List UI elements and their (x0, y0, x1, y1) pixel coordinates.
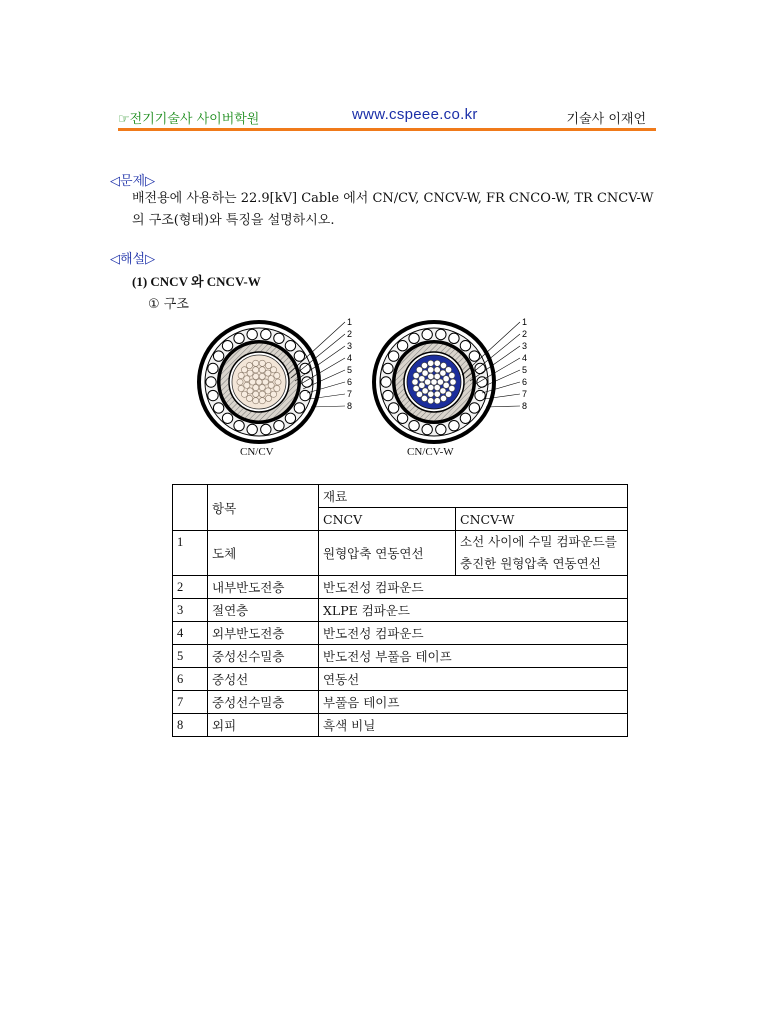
row-item: 도체 (208, 531, 319, 576)
row-item: 중성선수밀층 (208, 691, 319, 714)
row-cncv-value: 원형압축 연동연선 (319, 531, 456, 576)
row-value: 반도전성 컴파운드 (319, 576, 628, 599)
solution-subtitle: (1) CNCV 와 CNCV-W (132, 274, 261, 289)
table-row (173, 622, 628, 645)
row-item: 절연층 (208, 599, 319, 622)
cncv-cross-section (195, 315, 365, 445)
row-number: 6 (173, 668, 208, 691)
author-name: 기술사 이재언 (566, 112, 646, 127)
header-item: 항목 (208, 485, 319, 531)
table-row (173, 714, 628, 737)
table-row (173, 576, 628, 599)
header-material: 재료 (319, 485, 628, 508)
row-number: 3 (173, 599, 208, 622)
layer-label-6: 6 (347, 377, 353, 387)
row-number: 2 (173, 576, 208, 599)
table-row (173, 645, 628, 668)
table-row (173, 531, 628, 576)
cncvw-cross-section (370, 315, 540, 445)
problem-heading: ◁문제▷ (110, 174, 156, 189)
layer-label-5: 5 (522, 365, 528, 375)
row-value: XLPE 컴파운드 (319, 599, 628, 622)
academy-name: ☞전기기술사 사이버학원 (118, 112, 260, 127)
row-value: 반도전성 부풀음 테이프 (319, 645, 628, 668)
page-header (118, 104, 656, 128)
row-item: 외피 (208, 714, 319, 737)
row-item: 중성선 (208, 668, 319, 691)
table-row (173, 599, 628, 622)
layer-label-8: 8 (347, 401, 353, 411)
problem-line-1: 배전용에 사용하는 22.9[kV] Cable 에서 CN/CV, CNCV-W, FR CNCO-W, TR CNCV-W (132, 191, 654, 206)
table-row (173, 691, 628, 714)
cncv-caption: CN/CV (240, 446, 274, 458)
row-number: 5 (173, 645, 208, 668)
layer-label-3: 3 (347, 341, 353, 351)
row-value: 부풀음 테이프 (319, 691, 628, 714)
header-cncvw: CNCV-W (456, 508, 628, 531)
header-divider (118, 128, 656, 131)
row-number: 4 (173, 622, 208, 645)
row-value: 반도전성 컴파운드 (319, 622, 628, 645)
layer-label-4: 4 (522, 353, 528, 363)
row-value: 흑색 비닐 (319, 714, 628, 737)
layer-label-4: 4 (347, 353, 353, 363)
row-number: 8 (173, 714, 208, 737)
cncvw-caption: CN/CV-W (407, 446, 454, 458)
table-corner (173, 485, 208, 531)
row-number: 7 (173, 691, 208, 714)
layer-label-7: 7 (347, 389, 353, 399)
layer-label-3: 3 (522, 341, 528, 351)
row-item: 내부반도전층 (208, 576, 319, 599)
header-cncv: CNCV (319, 508, 456, 531)
problem-line-2: 의 구조(형태)와 특징을 설명하시오. (132, 213, 335, 228)
layer-label-7: 7 (522, 389, 528, 399)
cable-structure-table (172, 484, 628, 737)
solution-heading: ◁해설▷ (110, 252, 156, 267)
layer-label-5: 5 (347, 365, 353, 375)
site-url[interactable]: www.cspeee.co.kr (352, 106, 478, 123)
row-item: 중성선수밀층 (208, 645, 319, 668)
row-value: 연동선 (319, 668, 628, 691)
layer-label-8: 8 (522, 401, 528, 411)
row-cncvw-value: 소선 사이에 수밀 컴파운드를 충진한 원형압축 연동연선 (456, 531, 628, 576)
layer-label-2: 2 (522, 329, 528, 339)
layer-label-1: 1 (347, 317, 353, 327)
layer-label-6: 6 (522, 377, 528, 387)
row-number: 1 (173, 531, 208, 576)
row-item: 외부반도전층 (208, 622, 319, 645)
table-row (173, 668, 628, 691)
layer-label-2: 2 (347, 329, 353, 339)
problem-text (132, 188, 662, 232)
layer-label-1: 1 (522, 317, 528, 327)
structure-label: ① 구조 (148, 297, 189, 312)
